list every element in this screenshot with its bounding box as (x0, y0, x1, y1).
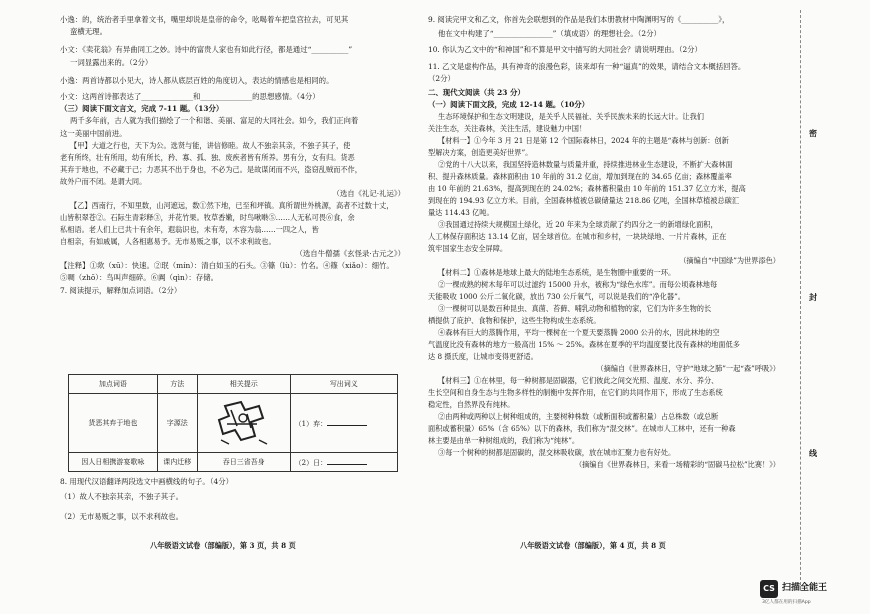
intro-line-2: 这一美丽中国前进。 (60, 128, 127, 138)
q11-b: （2分） (428, 73, 455, 83)
m1-line-4: 积、提升森林质量。森林面积由 10 年前的 31.2 亿亩，增加到现在的 34.65 亿亩；森林覆盖率 (428, 172, 732, 182)
th-method: 方法 (157, 375, 197, 394)
left-column (60, 14, 415, 297)
note-line-2: ⑤啁（zhō）：鸟叫声细碎。⑥阗（qìn）：存储。 (60, 273, 218, 283)
m3-line-5: 面积或蓄积量）65%（含 65%）以下的森林，我们称为“混交林”。在城市人工林中，还有一种森 (428, 424, 736, 434)
q7: 7. 阅读提示，解释加点词语。（2分） (60, 285, 182, 295)
section-b1-heading: （一）阅读下面文段，完成 12-14 题。（10分） (428, 100, 590, 110)
r1-word: 货恶其弃于地也 (69, 394, 158, 453)
r2-answer[interactable] (290, 453, 397, 472)
camscanner-logo-icon: CS (760, 580, 778, 598)
m3-line-4: ②由两种或两种以上树种组成的，主要树种株数（或断面积或蓄积量）占总株数（或总断 (438, 412, 719, 422)
yi-line-3: 私相语。老人们上已共十有余年，遐翁识也，未有寿，木容为翁……一四之人，皆 (60, 225, 319, 235)
section-b-heading: 二、现代文阅读（共 23 分） (428, 88, 525, 98)
m1-line-5: 由 10 年前的 21.63%，提高到现在的 24.02%；森林蓄积量由 10 年前的 151.37 亿立方米，提高 (428, 184, 746, 194)
m2-line-2: ②一棵成熟的树木每年可以过滤约 15000 升水，被称为“绿色水库”。而每公顷森林地每 (438, 280, 718, 290)
q9-b: 他在文中构建了“________________”（填成语）的理想社会。（2分） (438, 29, 661, 39)
yi-line-2: 山皆积翠苍②。石际生青彩释③，并花竹果。牧草香嫩，时鸟啾啭⑤……人无私可畏⑥食，余 (60, 213, 355, 223)
seal-mi: 密 (809, 128, 817, 138)
source-m2: （摘编自《世界森林日，守护“地球之肺”一起“森”呼吸》） (596, 364, 780, 374)
r2-answer-blank[interactable] (327, 456, 367, 465)
r2-method: 课内迁移 (157, 453, 197, 472)
m1-line-8: ③我国通过持续大规模国土绿化，近 20 年来为全球贡献了约四分之一的新增绿化面积， (438, 220, 718, 230)
r1-answer-blank[interactable] (327, 417, 367, 426)
m3-line-7: ③每一个树种的树都是固碳的，混交林吸收碳，放在城市汇聚力也有好处。 (438, 448, 676, 458)
m1-line-3: ②党的十八大以来，我国坚持造林数量与质量并重，持续推进林业生态建设，不断扩大森林面 (438, 160, 733, 170)
answer-table (68, 374, 398, 472)
r2-answer-label: （2）日： (294, 459, 328, 467)
m2-line-5: 栖提供了庇护、食物和保护，这些生物构成生态系统。 (428, 316, 601, 326)
m1-line-2: 型解决方案，创造更美好世界”。 (428, 148, 533, 158)
m2-line-1: 【材料二】①森林是地球上最大的陆地生态系统，是生物圈中重要的一环。 (438, 268, 676, 278)
q-xiaowen-2: 小文：这两首诗都表达了______________和______________的思想感情。（4分） (60, 92, 320, 102)
p-line-1: 生态环境保护和生态文明建设，是关乎人民福祉、关乎民族未来的长远大计。让我们 (438, 112, 704, 122)
source-1: （选自《礼记·礼运》） (332, 188, 405, 198)
m1-line-9: 人工林保存面积达 13.14 亿亩，居全球首位。在城市和乡村，一块块绿地、一片片森林，正在 (428, 232, 727, 242)
m2-line-8: 达 8 摄氏度，让城市变得更舒适。 (428, 352, 538, 362)
r2-hint: 吞日三省吾身 (197, 453, 290, 472)
q-xiaoyi-2: 小逸：两首诗都以小见大，诗人都从底层百姓的角度切入，表达的情感也是相同的。 (60, 75, 334, 85)
m2-line-3: 天能吸收 1000 公斤二氧化碳，放出 730 公斤氧气，可以说是我们的“净化器”。 (428, 292, 685, 302)
source-m3: （摘编自《世界森林日，来看一场精彩的“固碳马拉松”比赛！》） (574, 460, 780, 470)
camscanner-watermark (760, 578, 868, 608)
th-word: 加点词语 (69, 375, 158, 394)
camscanner-name: 扫描全能王 (782, 583, 828, 593)
q-xiaoyi-1b: 蛮横无理。 (70, 27, 107, 37)
jia-line-4: 故外户而不闭。是谓大同。 (60, 176, 147, 186)
q8-b: （2）无市易贩之事，以不求利故也。 (60, 512, 183, 522)
m3-line-6: 林主要是由单一种树组成的，我们称为“纯林”。 (428, 436, 580, 446)
section-3-heading: （三）阅读下面文言文，完成 7-11 题。（13分） (60, 104, 224, 114)
p-line-2: 关注生态，关注森林，关注生活，建设魅力中国！ (428, 124, 587, 134)
m2-line-4: ③一棵树可以是数百种昆虫、真菌、苔藓、哺乳动物和植物的家，它们为许多生物的长 (438, 304, 712, 314)
footer-left: 八年级语文试卷（部编版），第 3 页，共 8 页 (150, 541, 296, 550)
oracle-glyph-image (211, 396, 277, 448)
m2-line-7: 气温度比没有森林的地方一般高出 15% ～ 25%。森林在夏季的平均温度要比没有森林的地面低多 (428, 340, 740, 350)
q-xiaoyi-1: 小逸：的，统治者手里拿着文书，嘴里却说是皇帝的命令，吆喝着车把皇宫拉去，可见其 (60, 15, 349, 24)
note-line-1: 【注释】①欻（xū）：快速。②珉（mín）：清白如玉的石头。③篠（lù）：竹名。④篠（xiǎo）：细竹。 (60, 261, 394, 271)
seal-feng: 封 (809, 292, 817, 302)
m1-line-7: 量达 114.43 亿吨。 (428, 208, 494, 218)
seal-xian: 线 (809, 448, 817, 458)
jia-line-2: 老有所终，壮有所用，幼有所长，矜、寡、孤、独、废疾者皆有所养。男有分，女有归。货恶 (60, 152, 355, 162)
seal-line-margin (800, 10, 825, 590)
q-xiaowen-1b: 一词显露出来的。（2分） (70, 57, 153, 67)
q9-a: 9. 阅读完甲文和乙文，你首先会联想到的作品是我们本册教材中陶渊明写的《__________》， (428, 15, 730, 24)
r2-word: 因人日相携游宴歌咏 (69, 453, 158, 472)
m1-line-1: 【材料一】①今年 3 月 21 日是第 12 个国际森林日，2024 年的主题是“森林与创新：创新 (438, 136, 729, 146)
jia-line-3: 其弃于地也，不必藏于己；力恶其不出于身也，不必为己。是故谋闭而不兴，盗窃乱贼而不作， (60, 164, 362, 174)
r1-method: 字源法 (157, 394, 197, 453)
source-m1: （摘编自“中国绿”为世界添色） (679, 256, 780, 266)
source-2: （选自牛僧孺《玄怪录·古元之》） (295, 249, 405, 259)
footer-right: 八年级语文试卷（部编版），第 4 页，共 8 页 (520, 541, 666, 550)
q8: 8. 用现代汉语翻译两段选文中画横线的句子。（4分） (60, 477, 233, 486)
right-column (428, 14, 790, 471)
m3-line-1: 【材料三】①在林里，每一种树都是固碳器，它们彼此之间交光照、温度、水分、养分、 (438, 376, 719, 386)
q11-a: 11. 乙文是虚构作品，具有神奇的浪漫色彩，读来却有一种“逼真”的效果，请结合文本概括回答。 (428, 61, 746, 71)
passage-jia (60, 140, 415, 188)
r1-answer-label: （1）弃： (294, 420, 328, 428)
th-meaning: 写出词义 (290, 375, 397, 394)
q8-a: （1）故人不独亲其亲，不独子其子。 (60, 492, 183, 502)
q10: 10. 你认为乙文中的“和神国”和不算是甲文中描写的大同社会？请说明理由。（2分） (428, 45, 702, 55)
r1-hint (197, 394, 290, 453)
m2-line-6: ④森林有巨大的蒸腾作用，平均一棵树在一个夏天要蒸腾 2000 公升的水，因此林地的空 (438, 328, 720, 338)
th-hint: 相关提示 (197, 375, 290, 394)
passage-yi (60, 200, 415, 248)
m3-line-2: 生长空间和自身生态与生物多样性的制衡中发挥作用，在它们的共同作用下，形成了生态系统 (428, 388, 723, 398)
yi-line-4: 自相亲，有如戚属，人各相惠易予。无市易贩之事，以不求利故也。 (60, 237, 276, 247)
m3-line-3: 稳定性，自然界没有纯林。 (428, 400, 515, 410)
left-column-bottom (60, 476, 415, 524)
m1-line-10: 筑牢国家生态安全屏障。 (428, 244, 508, 254)
jia-line-1: 【甲】大道之行也，天下为公。选贤与能，讲信修睦。故人不独亲其亲，不独子其子，使 (70, 140, 351, 150)
passage-forest (428, 111, 790, 471)
q-xiaowen-1: 小文：《卖花翁》有异曲同工之妙。诗中的富贵人家也有如此行径，都是通过“__________” (60, 45, 353, 55)
m1-line-6: 到现在的 194.93 亿立方米。目前，全国森林植被总碳储量达 218.86 亿吨，全国林草植被总碳汇 (428, 196, 740, 206)
r1-answer[interactable] (290, 394, 397, 453)
camscanner-tagline: 3亿人都在用的扫描App (762, 600, 811, 605)
intro-line-1: 两千多年前，古人就为我们描绘了一个和谐、美丽、富足的大同社会。如今，我们正向着 (70, 116, 359, 126)
yi-line-1: 【乙】西南行，不知里数，山河遮远，数①然下地，已至和坪镇。真所谓世外桃源，高者不过数十丈， (70, 201, 394, 211)
